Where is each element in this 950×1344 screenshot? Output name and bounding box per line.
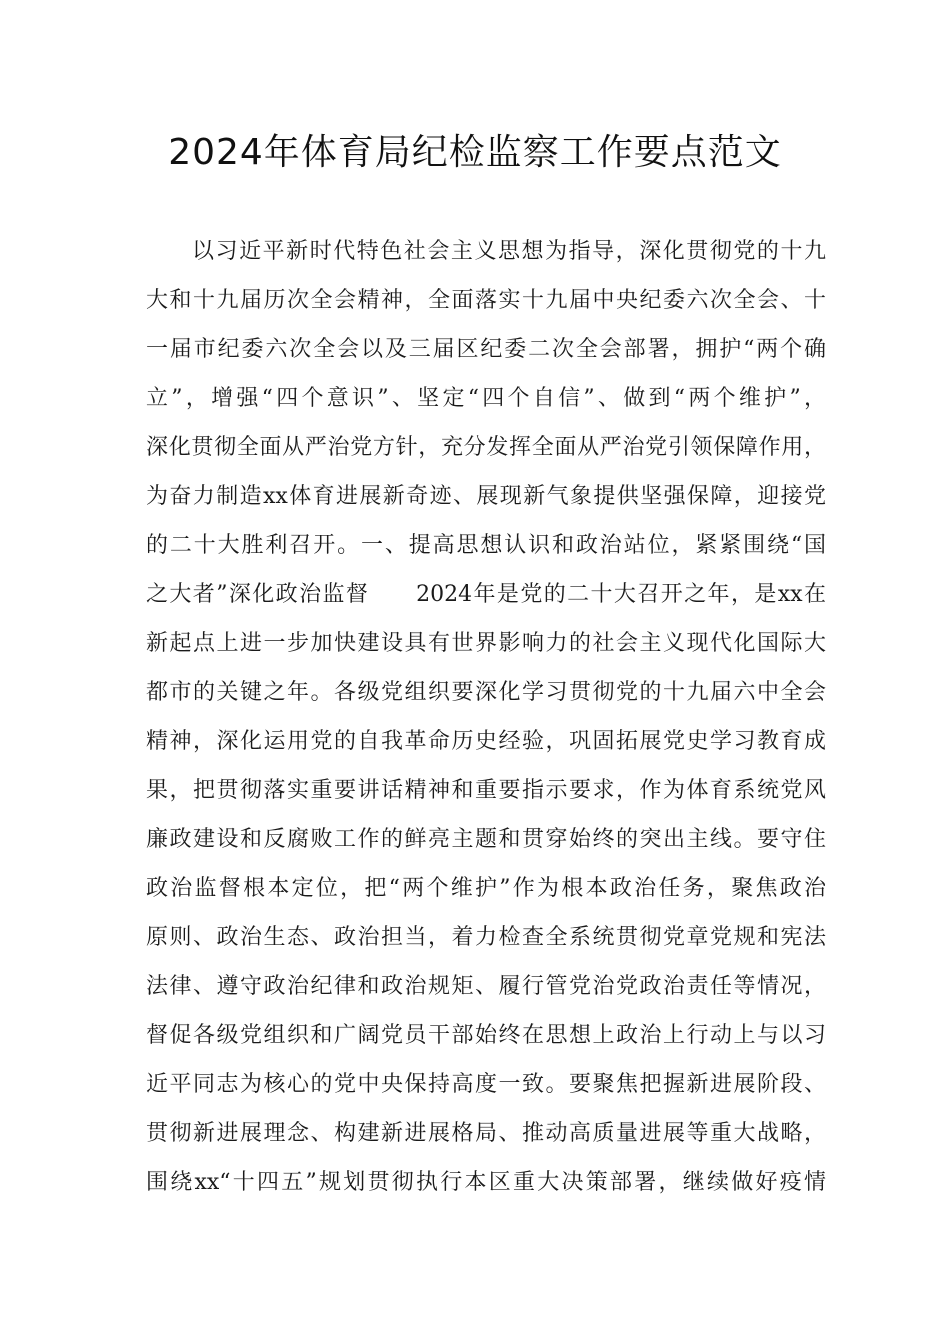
body-line: 贯彻新进展理念、构建新进展格局、推动高质量进展等重大战略， (146, 1121, 826, 1146)
document-title: 2024年体育局纪检监察工作要点范文 (168, 132, 782, 173)
body-line: 精神，深化运用党的自我革命历史经验，巩固拓展党史学习教育成 (146, 729, 826, 754)
body-line: 一届市纪委六次全会以及三届区纪委二次全会部署，拥护“两个确 (146, 337, 826, 362)
body-line: 都市的关键之年。各级党组织要深化学习贯彻党的十九届六中全会 (146, 680, 826, 705)
body-line: 法律、遵守政治纪律和政治规矩、履行管党治党政治责任等情况， (146, 974, 826, 999)
body-line: 立”，增强“四个意识”、坚定“四个自信”、做到“两个维护”， (146, 386, 826, 411)
body-line: 近平同志为核心的党中央保持高度一致。要聚焦把握新进展阶段、 (146, 1072, 826, 1097)
body-line: 果，把贯彻落实重要讲话精神和重要指示要求，作为体育系统党风 (146, 778, 826, 803)
body-line: 新起点上进一步加快建设具有世界影响力的社会主义现代化国际大 (146, 631, 826, 656)
body-line: 大和十九届历次全会精神，全面落实十九届中央纪委六次全会、十 (146, 288, 826, 313)
document-body (146, 227, 826, 1207)
body-line: 的二十大胜利召开。一、提高思想认识和政治站位，紧紧围绕“国 (146, 533, 826, 558)
body-line: 原则、政治生态、政治担当，着力检查全系统贯彻党章党规和宪法 (146, 925, 826, 950)
body-line: 深化贯彻全面从严治党方针，充分发挥全面从严治党引领保障作用， (146, 435, 826, 460)
body-line: 廉政建设和反腐败工作的鲜亮主题和贯穿始终的突出主线。要守住 (146, 827, 826, 852)
body-line: 为奋力制造xx体育进展新奇迹、展现新气象提供坚强保障，迎接党 (146, 484, 826, 509)
body-line: 之大者”深化政治监督 2024年是党的二十大召开之年，是xx在 (146, 582, 826, 607)
body-line: 围绕xx“十四五”规划贯彻执行本区重大决策部署，继续做好疫情 (146, 1170, 826, 1195)
body-line: 以习近平新时代特色社会主义思想为指导，深化贯彻党的十九 (192, 239, 826, 264)
body-line: 政治监督根本定位，把“两个维护”作为根本政治任务，聚焦政治 (146, 876, 826, 901)
body-line: 督促各级党组织和广阔党员干部始终在思想上政治上行动上与以习 (146, 1023, 826, 1048)
